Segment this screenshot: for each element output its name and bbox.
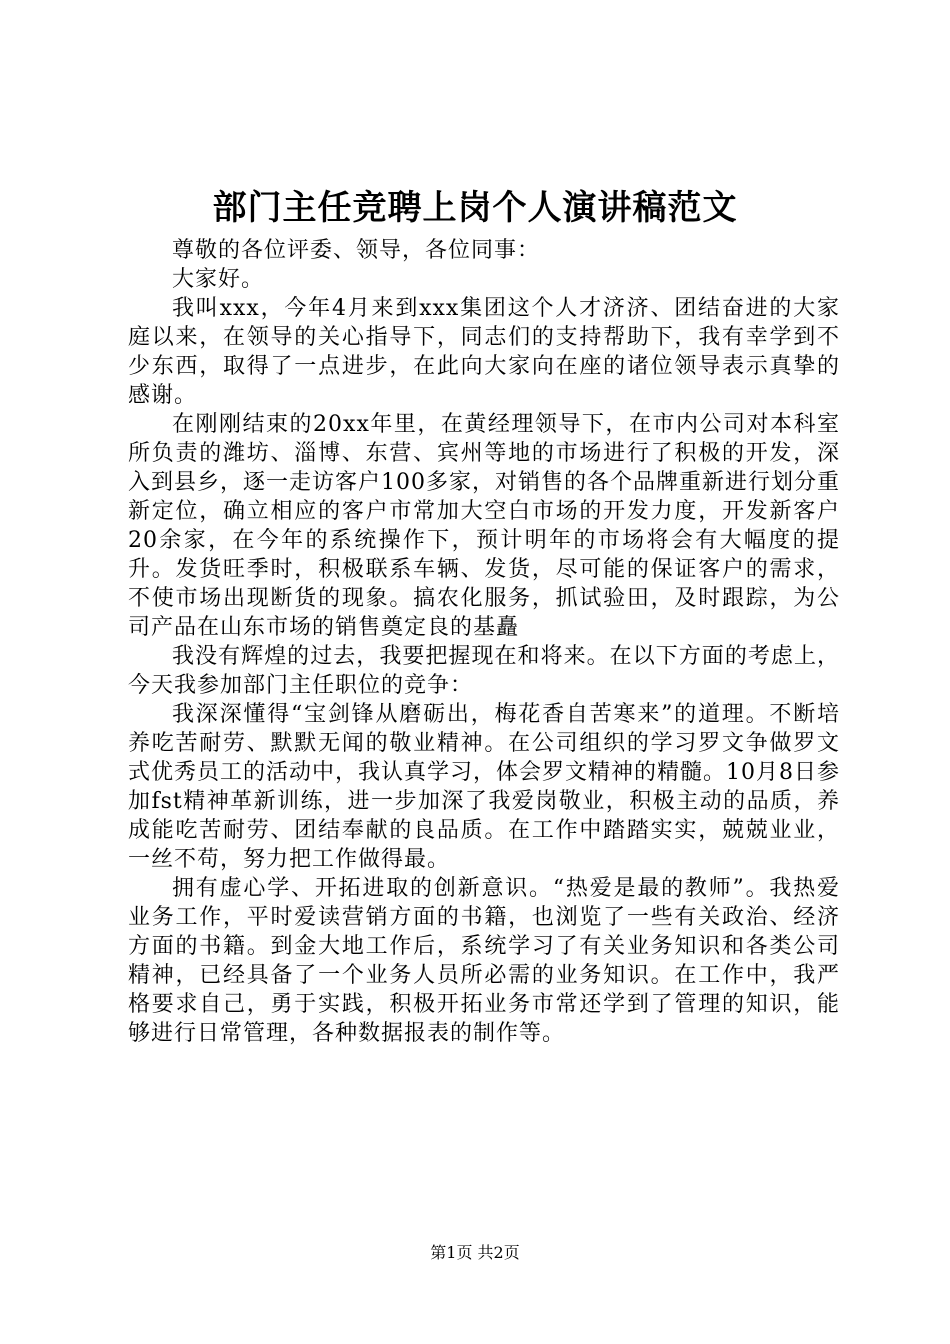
document-title: 部门主任竞聘上岗个人演讲稿范文 bbox=[212, 188, 738, 228]
paragraph-intent: 我没有辉煌的过去，我要把握现在和将来。在以下方面的考虑上，今天我参加部门主任职位的竞争： bbox=[128, 644, 840, 698]
page-number-footer: 第1页 共2页 bbox=[430, 1243, 520, 1262]
paragraph-dedication: 我深深懂得“宝剑锋从磨砺出，梅花香自苦寒来”的道理。不断培养吃苦耐劳、默默无闻的敬业精神。在公司组织的学习罗文争做罗文式优秀员工的活动中，我认真学习，体会罗文精神的精髓。10月8日参加fst精神革新训练，进一步加深了我爱岗敬业，积极主动的品质，养成能吃苦耐劳、团结奉献的良品质。在工作中踏踏实实，兢兢业业，一丝不苟，努力把工作做得最。 bbox=[128, 702, 840, 872]
paragraph-achievements: 在刚刚结束的20xx年里，在黄经理领导下，在市内公司对本科室所负责的潍坊、淄博、东营、宾州等地的市场进行了积极的开发，深入到县乡，逐一走访客户100多家，对销售的各个品牌重新进行划分重新定位，确立相应的客户市常加大空白市场的开发力度，开发新客户20余家，在今年的系统操作下，预计明年的市场将会有大幅度的提升。发货旺季时，积极联系车辆、发货，尽可能的保证客户的需求，不使市场出现断货的现象。搞农化服务，抓试验田，及时跟踪，为公司产品在山东市场的销售奠定良的基矗 bbox=[128, 412, 840, 640]
greeting: 大家好。 bbox=[172, 267, 265, 292]
paragraph-learning: 拥有虚心学、开拓进取的创新意识。“热爱是最的教师”。我热爱业务工作，平时爱读营销方面的书籍，也浏览了一些有关政治、经济方面的书籍。到金大地工作后，系统学习了有关业务知识和各类公司精神，已经具备了一个业务人员所必需的业务知识。在工作中，我严格要求自己，勇于实践，积极开拓业务市常还学到了管理的知识，能够进行日常管理，各种数据报表的制作等。 bbox=[128, 876, 840, 1046]
document-body bbox=[128, 236, 840, 1048]
salutation: 尊敬的各位评委、领导，各位同事： bbox=[172, 238, 541, 263]
paragraph-introduction: 我叫xxx，今年4月来到xxx集团这个人才济济、团结奋进的大家庭以来，在领导的关心指导下，同志们的支持帮助下，我有幸学到不少东西，取得了一点进步，在此向大家向在座的诸位领导表示真挚的感谢。 bbox=[128, 296, 840, 408]
